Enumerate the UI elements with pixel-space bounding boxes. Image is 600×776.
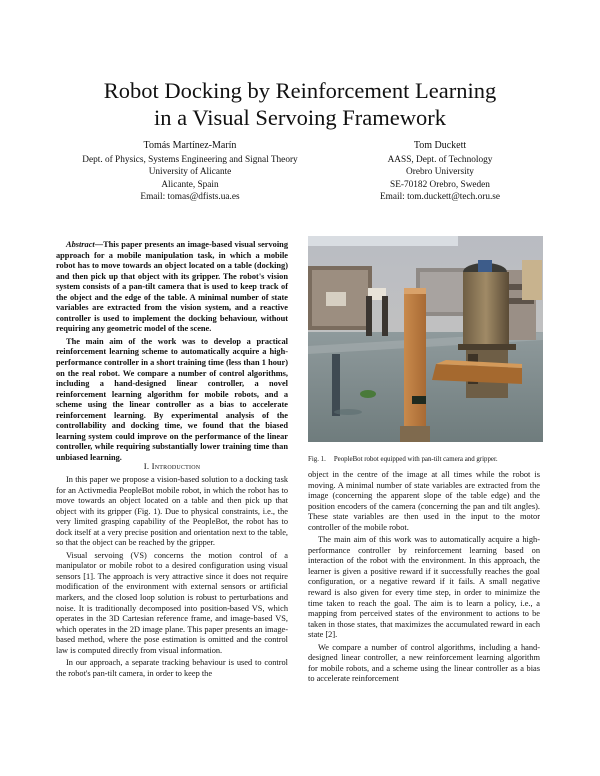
- body-paragraph-3: In our approach, a separate tracking behaviour is used to control the robot's pan-tilt camera, in order to keep the: [56, 658, 288, 678]
- abstract-paragraph-2: The main aim of the work was to develop a practical reinforcement learning scheme to automatically acquire a high-performance controller in a short training time (less than 1 hour) on the real robot. We compare a number of control algorithms, including a hand-designed linear controller, a novel reinforcement learning algorithm for mobile robots, and a scheme using the linear controller as a bias to accelerate reinforcement learning. By experimental analysis of the controllability and docking time, we found that the biased learning system could improve on the performance of the linear controller, while requiring substantially lower training time than unbiased learning.: [56, 336, 288, 462]
- body-paragraph-4: object in the centre of the image at all times while the robot is moving. A minimal number of state variables are extracted from the image (concerning the apparent slope of the table edge) and the position encoders of the camera (concerning the pan and tilt angles). These state variables are then used in the input to the motor controller of the mobile robot.: [308, 470, 540, 532]
- author-city: Alicante, Spain: [161, 179, 219, 190]
- body-column-right: [308, 470, 540, 687]
- abstract-text-1: This paper presents an image-based visual servoing approach for a mobile manipulation task, in which a mobile robot has to move towards an object located on a table (docking) and then pick up that object with its gripper. The robot's vision system consists of a pan-tilt camera that is used to keep track of the object and the edge of the table. A minimal number of state variables are extracted from the vision system, and a reactive controller is used to implement the docking behaviour, without requiring any geometric model of the scene.: [56, 240, 288, 334]
- abstract: [56, 240, 288, 465]
- author-email: Email: tomas@dfists.ua.es: [140, 192, 240, 203]
- figure-1-caption: [308, 455, 543, 464]
- body-paragraph-5: The main aim of this work was to automatically acquire a high-performance controller by reinforcement learning based on interaction of the robot with the environment. In this approach, the learner is given a positive reward if it successfully reaches the goal configuration, or a negative reward if it fails. A small negative reward is also given for every time step, in order to minimize the time taken to reach the goal. The aim is to learn a policy, i.e., a mapping from perceived states of the environment to actions to be taken in those states, that maximizes the accumulated reward in each state [2].: [308, 535, 540, 640]
- author-org: Orebro University: [406, 167, 474, 178]
- figure-1-photo: [308, 236, 543, 442]
- author-name: Tomás Martínez-Marín: [143, 140, 237, 151]
- figure-caption-text: PeopleBot robot equipped with pan-tilt camera and gripper.: [333, 456, 498, 463]
- title-line-2: in a Visual Servoing Framework: [154, 105, 446, 130]
- author-city: SE-70182 Orebro, Sweden: [390, 179, 490, 190]
- author-email: Email: tom.duckett@tech.oru.se: [379, 192, 501, 203]
- author-block-2: [330, 140, 550, 204]
- section-number: I.: [143, 461, 150, 471]
- author-block-1: [60, 140, 320, 204]
- author-org: University of Alicante: [148, 167, 232, 178]
- body-paragraph-6: We compare a number of control algorithms, including a hand-designed linear controller, a new reinforcement learning algorithm for mobile robots, and a scheme using the linear controller as a bias to accelerate reinforcement: [308, 642, 540, 684]
- abstract-paragraph-1: [56, 240, 288, 335]
- title-line-1: Robot Docking by Reinforcement Learning: [103, 78, 497, 103]
- body-column-left: [56, 475, 288, 681]
- body-paragraph-1: In this paper we propose a vision-based solution to a docking task for an Activmedia PeopleBot mobile robot, in which the robot has to move towards an object located on a table and then pick up that object with its gripper (Fig. 1). Due to physical constraints, i.e., the very limited grasping capability of the PeopleBot, the robot has to dock itself at a very precise position and orientation next to the table, so that the object can be reached by the gripper.: [56, 475, 288, 548]
- author-dept: Dept. of Physics, Systems Engineering and Signal Theory: [82, 154, 298, 165]
- author-name: Tom Duckett: [413, 140, 467, 151]
- paper-title: [40, 77, 560, 131]
- section-title: Introduction: [151, 461, 201, 471]
- abstract-lead: Abstract—: [66, 240, 104, 249]
- body-paragraph-2: Visual servoing (VS) concerns the motion control of a manipulator or mobile robot to a desired configuration using visual sensors [1]. The approach is very attractive since it does not require modification of the environment with external sensors or artificial markers, and the closed loop solution is robust to perturbations and noise. It is traditionally decomposed into position-based VS, which operates in the 3D Cartesian reference frame, and image-based VS, which operates in the 2D image plane. This paper presents an image-based method, where the pose estimation is omitted and the control law is computed directly from visual information.: [56, 550, 288, 655]
- figure-label: Fig. 1.: [308, 456, 326, 463]
- author-dept: AASS, Dept. of Technology: [387, 154, 493, 165]
- section-heading-introduction: [56, 461, 288, 471]
